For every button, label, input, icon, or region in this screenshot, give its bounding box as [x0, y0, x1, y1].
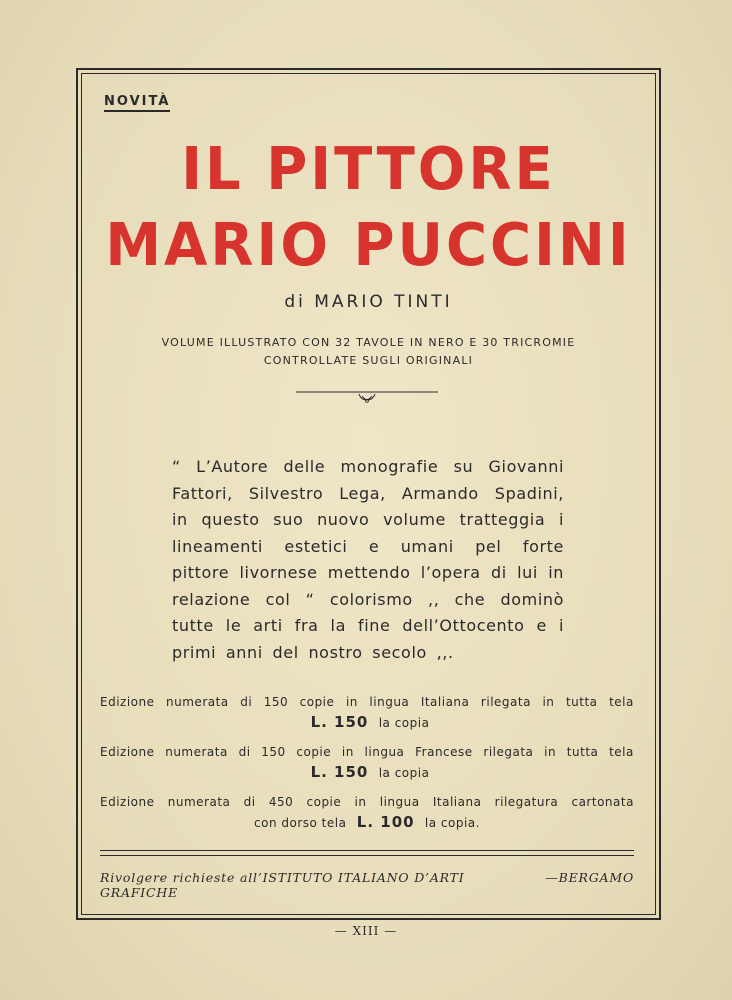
edition-1: [100, 692, 634, 733]
edition-2-price: L. 150: [310, 763, 369, 781]
ornament-divider: [296, 388, 438, 408]
subtitle: [78, 334, 659, 370]
footer-rule-top: [100, 850, 634, 851]
footer-rule-bottom: [100, 855, 634, 856]
contact-dash: —: [545, 870, 559, 885]
edition-1-text: Edizione numerata di 150 copie in lingua Italiana rilegata in tutta tela: [100, 695, 634, 709]
contact-text: Rivolgere richieste all’ISTITUTO ITALIANO D’ARTI GRAFICHE: [100, 870, 465, 900]
review-quote: “ L’Autore delle monografie su Giovanni Fattori, Silvestro Lega, Armando Spadini, in questo suo nuovo volume tratteggia i lineamenti estetici e umani pel forte pittore livornese mettendo l’opera di lui in relazione col “ colorismo ,, che dominò tutte le arti fra la fine dell’Ottocento e i primi anni del nostro secolo ,,.: [172, 457, 564, 662]
subtitle-line-1: VOLUME ILLUSTRATO CON 32 TAVOLE IN NERO E 30 TRICROMIE: [161, 336, 576, 349]
title-line-1: IL PITTORE: [181, 135, 556, 204]
novita-label: NOVITÀ: [104, 94, 170, 112]
edition-1-price: L. 150: [310, 713, 369, 731]
edition-1-suffix: la copia: [378, 716, 430, 730]
edition-3-suffix: la copia.: [424, 816, 480, 830]
title-line-2: MARIO PUCCINI: [105, 211, 632, 280]
page-border: [76, 68, 661, 920]
edition-2: [100, 742, 634, 783]
edition-2-suffix: la copia: [378, 766, 430, 780]
page-number: — XIII —: [334, 924, 398, 938]
edition-3: [100, 792, 634, 833]
subtitle-line-2: CONTROLLATE SUGLI ORIGINALI: [263, 354, 474, 367]
contact-city: BERGAMO: [558, 870, 634, 885]
edition-3-prefix: con dorso tela: [254, 816, 347, 830]
edition-2-text: Edizione numerata di 150 copie in lingua Francese rilegata in tutta tela: [100, 745, 634, 759]
edition-3-price: L. 100: [356, 813, 415, 831]
edition-3-text: Edizione numerata di 450 copie in lingua Italiana rilegatura cartonata: [100, 795, 634, 809]
contact-line: [100, 870, 634, 900]
author-line: di MARIO TINTI: [284, 292, 453, 312]
